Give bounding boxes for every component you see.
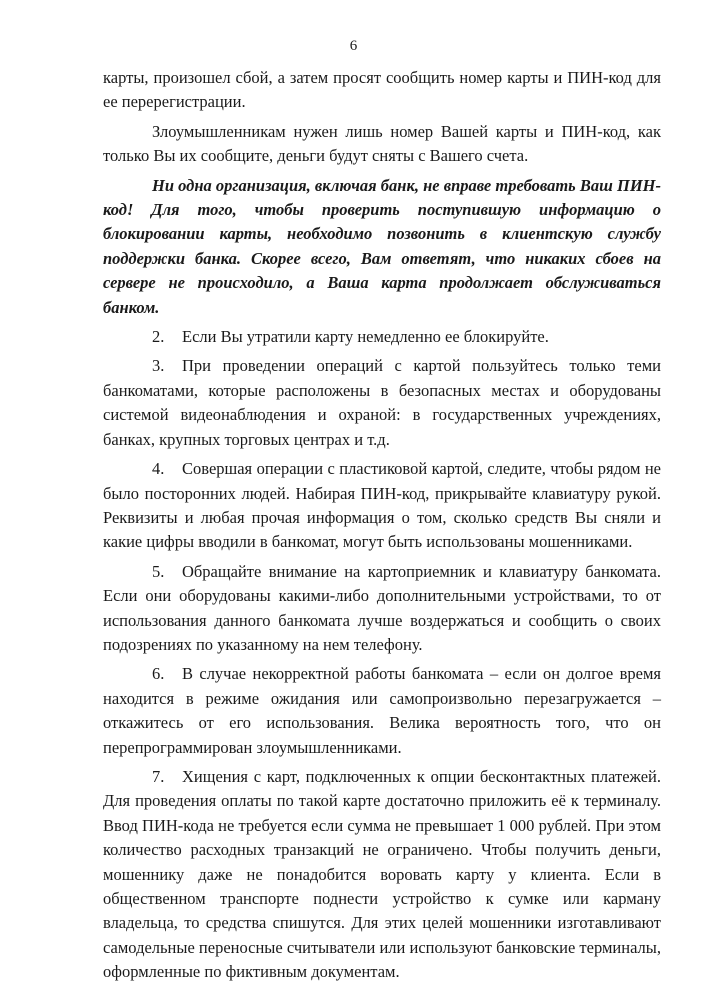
list-item-text: Совершая операции с пластиковой картой, следите, чтобы рядом не было посторонних людей. Набирая ПИН-код, прикрывайте клавиатуру рукой. Реквизиты и любая прочая информация о том, сколько средств Вы сняли и какие цифры вводили в банкомат, могут быть использованы мошенниками. (103, 459, 661, 552)
list-number: 2. (152, 327, 165, 347)
list-number: 5. (152, 561, 165, 581)
paragraph-continuation: карты, произошел сбой, а затем просят сообщить номер карты и ПИН-код для ее перерегистрации. (103, 68, 661, 112)
page-number: 6 (349, 38, 358, 54)
paragraph-emphasis-pin: Ни одна организация, включая банк, не вправе требовать Ваш ПИН-код! Для того, чтобы проверить поступившую информацию о блокировании карты, необходимо позвонить в клиентскую службу поддержки банка. Скорее всего, Вам ответят, что никаких сбоев на сервере не происходило, а Ваша карта продолжает обслуживаться банком. (103, 175, 661, 317)
body-text (103, 66, 661, 985)
list-number: 3. (152, 356, 165, 376)
list-item-text: Если Вы утратили карту немедленно ее блокируйте. (182, 327, 549, 347)
paragraph-warning-intro: Злоумышленникам нужен лишь номер Вашей карты и ПИН-код, как только Вы их сообщите, деньги будут сняты с Вашего счета. (103, 121, 661, 166)
list-number: 7. (152, 766, 165, 786)
list-item-3 (103, 354, 661, 452)
list-number: 6. (152, 664, 165, 684)
list-item-text: Хищения с карт, подключенных к опции бесконтактных платежей. Для проведения оплаты по такой карте достаточно приложить её к терминалу. Ввод ПИН-кода не требуется если сумма не превышает 1 000 рублей. При этом количество расходных транзакций не ограничено. Чтобы получить деньги, мошеннику даже не понадобится воровать карту у клиента. Если в общественном транспорте поднести устройство к сумке или карману владельца, то средства спишутся. Для этих целей мошенники изготавливают самодельные переносные считыватели или используют банковские терминалы, оформленные по фиктивным документам. (103, 766, 661, 982)
list-item-6 (103, 662, 661, 760)
list-item-5 (103, 560, 661, 658)
list-item-text: Обращайте внимание на картоприемник и клавиатуру банкомата. Если они оборудованы какими-либо дополнительными устройствами, то от использования данного банкомата лучше воздержаться и сообщить о своих подозрениях по указанному на нем телефону. (103, 561, 661, 654)
list-item-2 (103, 325, 661, 349)
list-item-4 (103, 457, 661, 555)
list-item-7 (103, 765, 661, 985)
list-item-text: В случае некорректной работы банкомата – если он долгое время находится в режиме ожидания или самопроизвольно перезагружается – откажитесь от его использования. Велика вероятность того, что он перепрограммирован злоумышленниками. (103, 664, 661, 757)
list-item-text: При проведении операций с картой пользуйтесь только теми банкоматами, которые расположены в безопасных местах и оборудованы системой видеонаблюдения и охраной: в государственных учреждениях, банках, крупных торговых центрах и т.д. (103, 356, 661, 449)
list-number: 4. (152, 459, 165, 479)
